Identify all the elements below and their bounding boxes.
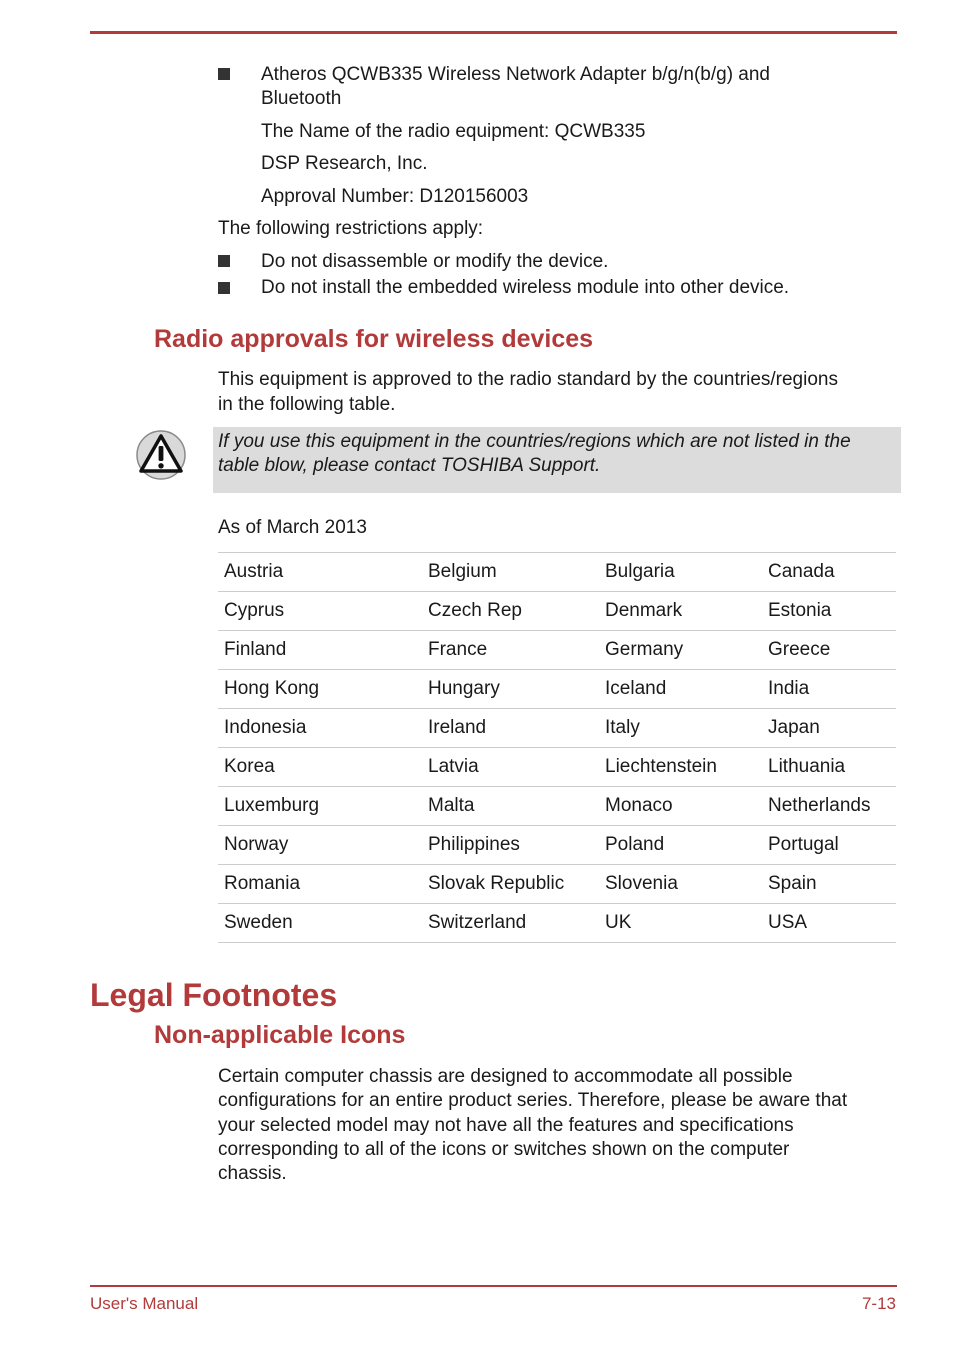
table-cell: Latvia <box>422 748 599 787</box>
table-cell: India <box>762 670 896 709</box>
section-heading: Non-applicable Icons <box>154 1021 406 1049</box>
table-cell: Slovak Republic <box>422 865 599 904</box>
table-cell: Poland <box>599 826 762 865</box>
bullet-square-icon <box>218 255 230 267</box>
table-cell: UK <box>599 904 762 943</box>
table-cell: Canada <box>762 553 896 592</box>
section-heading: Radio approvals for wireless devices <box>154 325 594 353</box>
table-cell: Luxemburg <box>218 787 422 826</box>
table-cell: Denmark <box>599 592 762 631</box>
table-row <box>218 865 896 904</box>
table-row <box>218 631 896 670</box>
list-item-line: Atheros QCWB335 Wireless Network Adapter b/g/n(b/g) and <box>261 64 771 85</box>
table-cell: Liechtenstein <box>599 748 762 787</box>
paragraph-line: configurations for an entire product series. Therefore, please be aware that <box>218 1090 848 1111</box>
paragraph-line: Certain computer chassis are designed to accommodate all possible <box>218 1066 793 1087</box>
list-item: Do not disassemble or modify the device. <box>261 251 609 272</box>
paragraph-line: corresponding to all of the icons or switches shown on the computer <box>218 1139 790 1160</box>
table-cell: Germany <box>599 631 762 670</box>
countries-table <box>218 552 896 943</box>
table-cell: Philippines <box>422 826 599 865</box>
paragraph-line: your selected model may not have all the features and specifications <box>218 1115 794 1136</box>
table-cell: Spain <box>762 865 896 904</box>
table-cell: Switzerland <box>422 904 599 943</box>
table-cell: Hong Kong <box>218 670 422 709</box>
footer-rule <box>90 1285 897 1287</box>
table-cell: Finland <box>218 631 422 670</box>
table-cell: Ireland <box>422 709 599 748</box>
table-cell: Iceland <box>599 670 762 709</box>
table-row <box>218 592 896 631</box>
table-cell: Lithuania <box>762 748 896 787</box>
bullet-square-icon <box>218 68 230 80</box>
page-number: 7-13 <box>861 1294 896 1313</box>
table-cell: Belgium <box>422 553 599 592</box>
approval-number: Approval Number: D120156003 <box>261 186 529 207</box>
table-row <box>218 787 896 826</box>
table-cell: Czech Rep <box>422 592 599 631</box>
table-cell: Netherlands <box>762 787 896 826</box>
table-cell: Malta <box>422 787 599 826</box>
table-cell: Italy <box>599 709 762 748</box>
table-cell: Indonesia <box>218 709 422 748</box>
warning-triangle-icon <box>136 430 186 480</box>
table-row <box>218 709 896 748</box>
radio-equipment-name: The Name of the radio equipment: QCWB335 <box>261 121 646 142</box>
table-cell: Monaco <box>599 787 762 826</box>
table-row <box>218 553 896 592</box>
note-box <box>213 427 901 493</box>
table-row <box>218 748 896 787</box>
note-text-line: table blow, please contact TOSHIBA Support. <box>218 455 601 476</box>
table-cell: Bulgaria <box>599 553 762 592</box>
paragraph-line: chassis. <box>218 1163 287 1184</box>
table-row <box>218 670 896 709</box>
chapter-heading: Legal Footnotes <box>90 977 338 1013</box>
footer-title: User's Manual <box>90 1294 199 1313</box>
table-cell: Austria <box>218 553 422 592</box>
table-cell: Korea <box>218 748 422 787</box>
company-name: DSP Research, Inc. <box>261 153 428 174</box>
table-cell: Slovenia <box>599 865 762 904</box>
table-cell: USA <box>762 904 896 943</box>
restrictions-intro: The following restrictions apply: <box>218 218 484 239</box>
table-row <box>218 904 896 943</box>
table-cell: Cyprus <box>218 592 422 631</box>
as-of-date: As of March 2013 <box>218 517 367 538</box>
table-row <box>218 826 896 865</box>
table-cell: France <box>422 631 599 670</box>
paragraph-line: This equipment is approved to the radio standard by the countries/regions <box>218 369 838 390</box>
note-text-line: If you use this equipment in the countries/regions which are not listed in the <box>218 431 851 452</box>
table-cell: Greece <box>762 631 896 670</box>
header-rule <box>90 31 897 34</box>
table-cell: Romania <box>218 865 422 904</box>
table-cell: Portugal <box>762 826 896 865</box>
bullet-square-icon <box>218 282 230 294</box>
list-item-line: Bluetooth <box>261 88 342 109</box>
table-cell: Estonia <box>762 592 896 631</box>
list-item: Do not install the embedded wireless module into other device. <box>261 277 790 298</box>
table-cell: Norway <box>218 826 422 865</box>
table-cell: Sweden <box>218 904 422 943</box>
table-cell: Japan <box>762 709 896 748</box>
table-cell: Hungary <box>422 670 599 709</box>
paragraph-line: in the following table. <box>218 394 396 415</box>
